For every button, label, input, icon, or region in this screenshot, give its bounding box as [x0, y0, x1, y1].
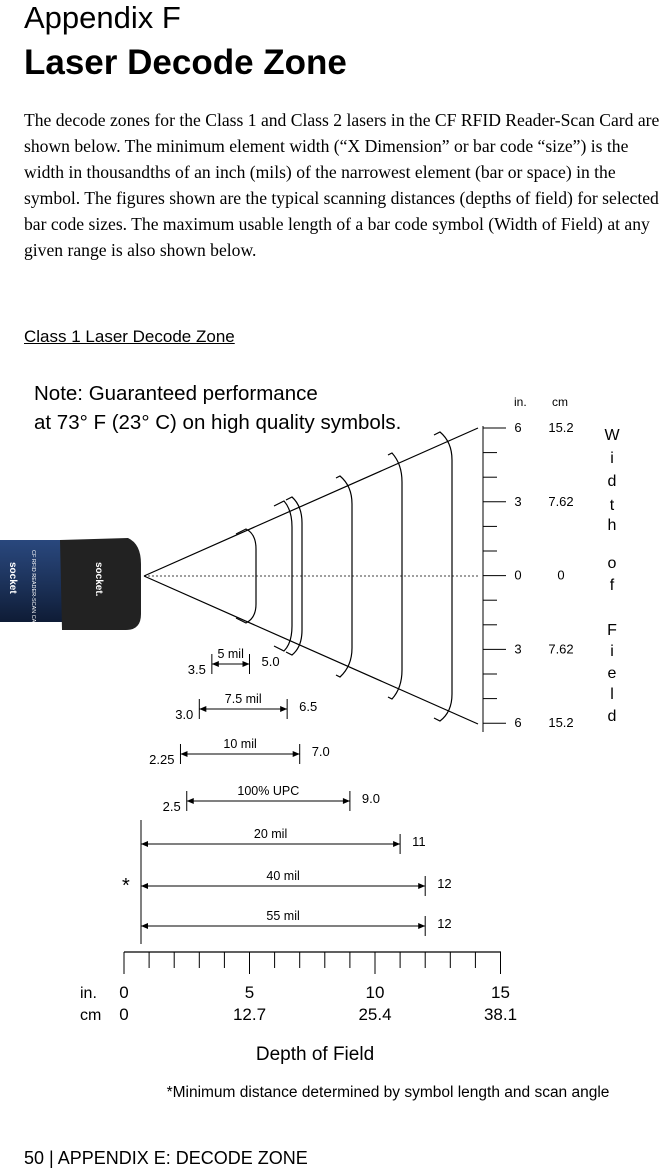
depth-label-in: 5 [244, 983, 255, 1002]
depth-range-0 [188, 647, 280, 677]
depth-label-in: 15 [491, 983, 510, 1002]
range-label: 7.5 mil [224, 692, 262, 706]
range-min-value: 3.5 [187, 662, 206, 677]
range-arrow-end [343, 798, 350, 804]
intro-paragraph: The decode zones for the Class 1 and Class 2 lasers in the CF RFID Reader-Scan Card are shown below. The minimum element width (“X Dimension” or bar code “size”) is the width in thousandths of an inch (mils) of the narrowest element (bar or space) in the symbol. The figures shown are the typical scanning distances (depths of field) for selected bar code sizes. The maximum usable length of a bar code symbol (Width of Field) at any given range is also shown below. [24, 110, 660, 260]
range-arrow-end [418, 923, 425, 929]
width-axis-tick-labels [514, 420, 573, 730]
width-axis-title-letter: l [610, 686, 614, 703]
footnote: *Minimum distance determined by symbol length and scan angle [166, 1084, 610, 1101]
width-axis-title-letter: e [607, 665, 617, 682]
width-tick-label-in: 3 [514, 641, 522, 657]
width-axis-title [604, 427, 620, 725]
depth-ranges [141, 647, 452, 936]
section-heading: Class 1 Laser Decode Zone [24, 327, 235, 346]
width-tick-label-cm: 15.2 [548, 420, 574, 435]
range-max-value: 9.0 [361, 791, 380, 806]
range-max-value: 6.5 [299, 699, 318, 714]
range-label: 55 mil [266, 909, 300, 923]
range-min-value: 3.0 [175, 707, 194, 722]
depth-range-1 [175, 692, 317, 722]
range-arrow-start [187, 798, 194, 804]
card-label: CF RFID READER-SCAN CARD [30, 550, 36, 631]
width-tick-label-in: 6 [514, 715, 522, 731]
note-line-2: at 73° F (23° C) on high quality symbols. [34, 411, 402, 434]
width-axis-title-letter: i [610, 450, 614, 467]
depth-label-cm: 38.1 [483, 1005, 518, 1024]
range-max-value: 12 [437, 876, 452, 891]
range-arrow-start [180, 751, 187, 757]
depth-label-cm: 12.7 [232, 1005, 267, 1024]
width-axis-title-letter: t [609, 497, 615, 514]
decode-zone-figure [0, 364, 661, 1119]
range-max-value: 7.0 [311, 744, 330, 759]
width-axis-title-letter: f [609, 577, 615, 594]
depth-axis-unit-cm: cm [80, 1007, 102, 1024]
depth-label-cm: 0 [119, 1005, 129, 1024]
range-arrow-start [212, 661, 219, 667]
range-arrow-end [418, 883, 425, 889]
zone-upc [336, 476, 352, 677]
range-arrow-end [393, 841, 400, 847]
range-arrow-start [141, 923, 148, 929]
width-axis-title-letter: h [607, 517, 617, 534]
scan-cone [144, 428, 478, 724]
width-tick-label-in: 0 [514, 567, 522, 583]
width-axis-title-letter: i [610, 643, 614, 660]
width-axis-title-letter: d [607, 473, 617, 490]
range-label: 5 mil [217, 647, 244, 661]
range-arrow-start [141, 841, 148, 847]
range-arrow-start [141, 883, 148, 889]
page-footer: 50 | APPENDIX E: DECODE ZONE [24, 1148, 308, 1168]
depth-range-4 [141, 827, 426, 854]
range-arrow-end [280, 706, 287, 712]
width-axis-title-letter: o [607, 555, 617, 572]
depth-label-in: 10 [365, 983, 385, 1002]
width-tick-label-cm: 0 [557, 567, 565, 583]
range-max-value: 5.0 [261, 654, 280, 669]
range-max-value: 12 [437, 916, 452, 931]
width-of-field-axis [483, 395, 620, 732]
width-tick-label-cm: 7.62 [548, 641, 574, 657]
card-brand-side: socket. [93, 562, 104, 597]
width-axis-unit-cm: cm [552, 395, 568, 409]
range-arrow-end [243, 661, 250, 667]
depth-range-3 [163, 784, 380, 814]
depth-of-field-axis [80, 952, 517, 1065]
range-label: 10 mil [223, 737, 257, 751]
card-brand: socket [7, 562, 18, 594]
width-axis-unit-in: in. [514, 395, 527, 409]
width-tick-label-in: 6 [514, 420, 522, 435]
width-axis-title-letter: d [607, 708, 617, 725]
width-axis-ticks [483, 428, 506, 723]
appendix-label: Appendix F [24, 0, 181, 35]
range-min-value: 2.5 [162, 799, 181, 814]
decode-zone-diagram [0, 364, 661, 1114]
range-arrow-start [199, 706, 206, 712]
depth-label-in: 0 [119, 983, 129, 1002]
range-min-value: 2.25 [149, 752, 175, 767]
asterisk-mark: * [122, 875, 130, 897]
note-line-1: Note: Guaranteed performance [34, 382, 318, 405]
depth-range-5 [141, 869, 452, 896]
depth-range-2 [149, 737, 330, 767]
zone-40mil [434, 432, 452, 721]
cone-upper-edge [144, 428, 478, 576]
depth-range-6 [141, 909, 452, 936]
depth-label-cm: 25.4 [358, 1005, 392, 1024]
zone-20mil [388, 453, 402, 699]
depth-axis-labels [119, 983, 517, 1024]
depth-axis-ticks [124, 952, 501, 974]
range-label: 100% UPC [237, 784, 300, 798]
depth-axis-unit-in: in. [80, 985, 97, 1002]
depth-axis-title: Depth of Field [255, 1044, 375, 1065]
width-tick-label-in: 3 [514, 493, 522, 509]
page-title: Laser Decode Zone [24, 43, 347, 82]
width-tick-label-cm: 15.2 [548, 715, 574, 731]
range-label: 20 mil [253, 827, 288, 841]
range-max-value: 11 [412, 834, 426, 849]
reader-card-icon [0, 538, 141, 630]
width-tick-label-cm: 7.62 [548, 493, 574, 509]
width-axis-title-letter: W [604, 427, 620, 444]
range-arrow-end [293, 751, 300, 757]
range-label: 40 mil [266, 869, 300, 883]
width-axis-title-letter: F [607, 622, 617, 639]
